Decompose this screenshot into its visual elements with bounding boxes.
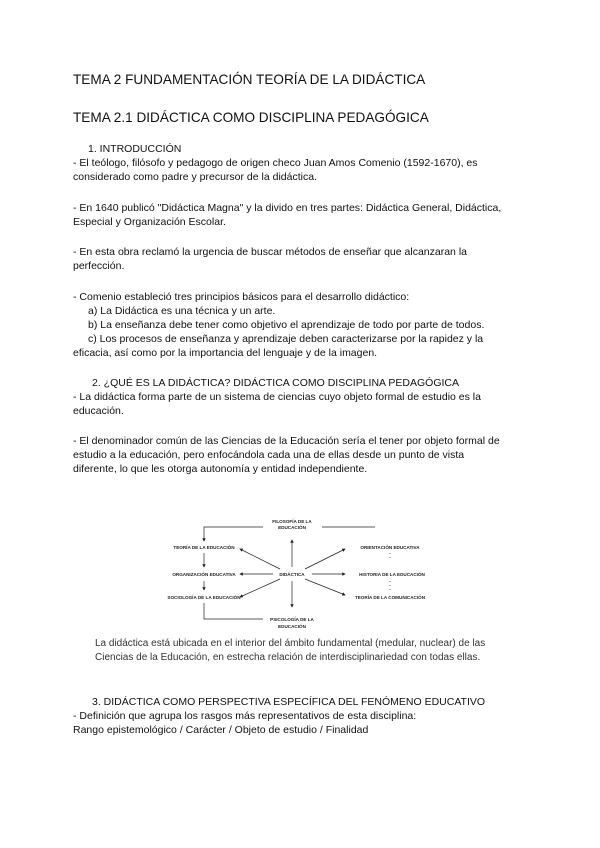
paragraph-line: educación. bbox=[73, 405, 124, 417]
paragraph-line: Rango epistemológico / Carácter / Objeto de estudio / Finalidad bbox=[73, 724, 369, 736]
paragraph-line: estudio a la educación, pero enfocándola cada una de ellas desde un punto de vista bbox=[73, 449, 465, 461]
page-title: TEMA 2 FUNDAMENTACIÓN TEORÍA DE LA DIDÁCTICA bbox=[73, 72, 426, 87]
caption-line: La didáctica está ubicada en el interior del ámbito fundamental (medular, nuclear) de las bbox=[95, 638, 486, 649]
diagram-caption bbox=[95, 637, 485, 665]
section-heading-perspectiva: 3. DIDÁCTICA COMO PERSPECTIVA ESPECÍFICA DEL FENÓMENO EDUCATIVO bbox=[92, 696, 486, 708]
paragraph-line: perfección. bbox=[73, 260, 125, 272]
principle-item: a) La Didáctica es una técnica y un arte. bbox=[88, 305, 276, 317]
principle-item-cont: eficacia, así como por la importancia del lenguaje y de la imagen. bbox=[73, 347, 378, 359]
paragraph-line: - En 1640 publicó "Didáctica Magna" y la divido en tres partes: Didáctica General, Didáctica, bbox=[73, 202, 502, 214]
node-organizacion: ORGANIZACIÓN EDUCATIVA bbox=[172, 572, 236, 577]
node-sociologia: SOCIOLOGÍA DE LA EDUCACIÓN bbox=[167, 595, 241, 600]
node-filosofia-line1: FILOSOFÍA DE LA bbox=[272, 519, 312, 524]
principle-item: b) La enseñanza debe tener como objetivo el aprendizaje de todo por parte de todos. bbox=[88, 319, 485, 331]
node-psicologia-line1: PSICOLOGÍA DE LA bbox=[270, 617, 314, 622]
paragraph-line: diferente, lo que les otorga autonomía y entidad independiente. bbox=[73, 463, 368, 475]
node-teoria-educacion: TEORÍA DE LA EDUCACIÓN bbox=[173, 545, 235, 550]
paragraph-line: - El denominador común de las Ciencias de la Educación sería el tener por objeto formal de bbox=[73, 435, 500, 447]
principle-item: c) Los procesos de enseñanza y aprendizaje deben caracterizarse por la rapidez y la bbox=[88, 333, 484, 345]
node-comunicacion: TEORÍA DE LA COMUNICACIÓN bbox=[354, 595, 426, 600]
node-filosofia-line2: EDUCACIÓN bbox=[278, 525, 306, 530]
paragraph-line: Especial y Organización Escolar. bbox=[73, 216, 226, 228]
paragraph-line: - En esta obra reclamó la urgencia de buscar métodos de enseñar que alcanzaran la bbox=[73, 246, 467, 258]
paragraph-line: - El teólogo, filósofo y pedagogo de origen checo Juan Amos Comenio (1592-1670), es bbox=[73, 157, 478, 169]
node-historia: HISTORIA DE LA EDUCACIÓN bbox=[359, 572, 425, 577]
node-orientacion: ORIENTACIÓN EDUCATIVA bbox=[360, 545, 420, 550]
caption-line: Ciencias de la Educación, en estrecha relación de interdisciplinariedad con todas ellas. bbox=[95, 652, 481, 663]
paragraph-line: - La didáctica forma parte de un sistema de ciencias cuyo objeto formal de estudio es la bbox=[73, 391, 481, 403]
page-subtitle: TEMA 2.1 DIDÁCTICA COMO DISCIPLINA PEDAGÓGICA bbox=[73, 110, 429, 125]
paragraph-line: considerado como padre y precursor de la didáctica. bbox=[73, 171, 317, 183]
node-psicologia-line2: EDUCACIÓN bbox=[278, 624, 306, 629]
section-heading-intro: 1. INTRODUCCIÓN bbox=[88, 143, 182, 155]
didactica-diagram bbox=[140, 515, 450, 635]
node-didactica-center: DIDÁCTICA bbox=[279, 572, 305, 577]
section-heading-que-es: 2. ¿QUÉ ES LA DIDÁCTICA? DIDÁCTICA COMO DISCIPLINA PEDAGÓGICA bbox=[92, 377, 459, 389]
paragraph-line: - Comenio estableció tres principios básicos para el desarrollo didáctico: bbox=[73, 291, 410, 303]
paragraph-line: - Definición que agrupa los rasgos más representativos de esta disciplina: bbox=[73, 710, 417, 722]
